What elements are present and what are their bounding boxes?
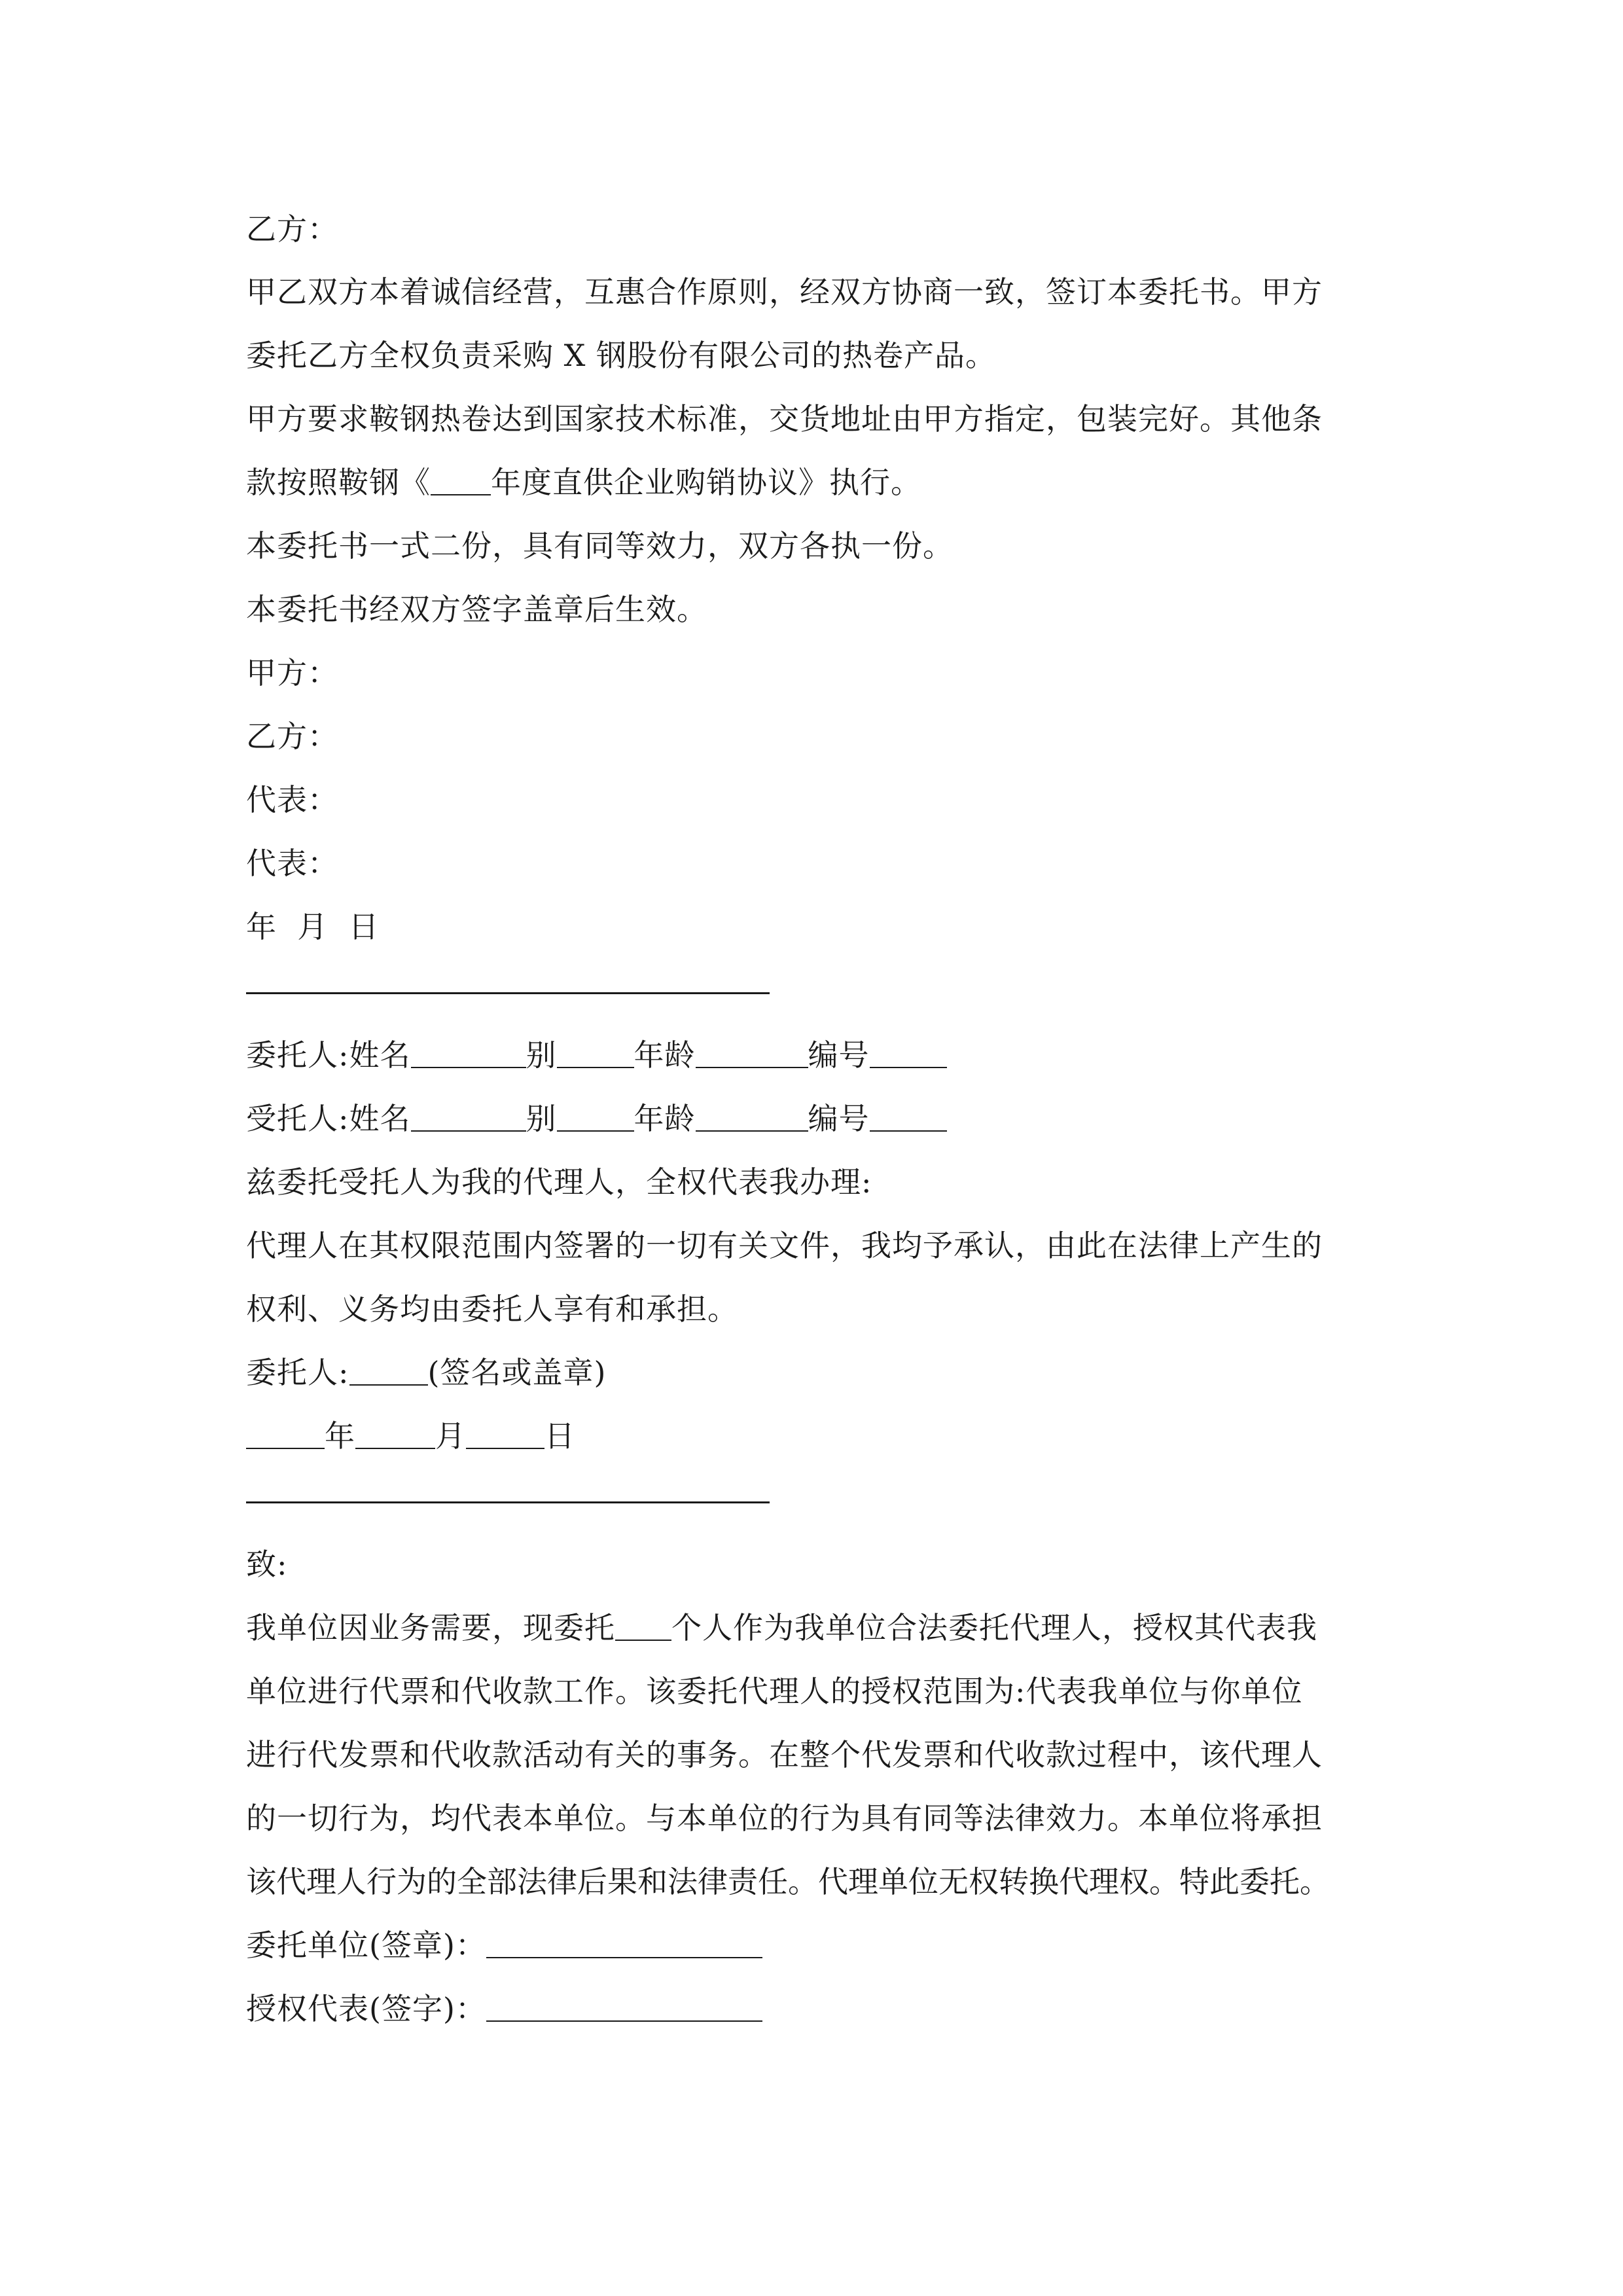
authorization-body-line-2: 权利、义务均由委托人享有和承担。 [246, 1291, 738, 1327]
principal-row [246, 1035, 947, 1075]
agent-number-label: 编号 [808, 1101, 870, 1136]
date-year-label: 年 [325, 1418, 355, 1454]
paragraph-4: 本委托书经双方签字盖章后生效。 [246, 592, 707, 627]
paragraph-2-line-1: 甲方要求鞍钢热卷达到国家技术标准，交货地址由甲方指定，包装完好。其他条 [246, 401, 1323, 437]
paragraph-2-line-2 [246, 463, 921, 502]
sign-party-b: 乙方： [246, 719, 338, 754]
party-b-heading: 乙方： [246, 211, 338, 247]
representative-signature-line [246, 1989, 762, 2028]
principal-signature-line [246, 1353, 606, 1392]
sign-party-a: 甲方： [246, 655, 338, 691]
divider-1 [246, 992, 770, 994]
agent-gender-blank [557, 1104, 634, 1132]
date-month-label: 月 [435, 1418, 466, 1454]
principal-gender-blank [557, 1041, 634, 1068]
addressee: 致: [246, 1547, 288, 1582]
representative-signature-blank [486, 1994, 762, 2022]
paragraph-1-line-1: 甲乙双方本着诚信经营，互惠合作原则，经双方协商一致，签订本委托书。甲方 [246, 274, 1323, 310]
letter-line-1-suffix: 个人作为我单位合法委托代理人，授权其代表我 [671, 1610, 1317, 1645]
principal-number-label: 编号 [808, 1037, 870, 1073]
principal-signature-blank [349, 1358, 428, 1386]
agreement-suffix: 年度直供企业购销协议》执行。 [491, 465, 921, 500]
agreement-prefix: 款按照鞍钢《 [246, 465, 431, 500]
letter-line-1 [246, 1608, 1317, 1647]
year-blank [431, 468, 491, 495]
representative-1: 代表： [246, 782, 338, 817]
agent-age-blank [696, 1104, 808, 1132]
agent-age-label: 年龄 [633, 1101, 696, 1136]
representative-2: 代表： [246, 846, 338, 881]
delegate-name-blank [615, 1613, 671, 1641]
letter-line-5: 该代理人行为的全部法律后果和法律责任。代理单位无权转换代理权。特此委托。 [246, 1864, 1330, 1899]
representative-signature-label: 授权代表(签字)： [246, 1991, 486, 2026]
unit-signature-line [246, 1926, 762, 1965]
principal-age-blank [696, 1041, 808, 1068]
principal-gender-label: 别 [526, 1037, 557, 1073]
principal-signature-label: 委托人: [246, 1355, 349, 1390]
authorization-statement: 兹委托受托人为我的代理人，全权代表我办理: [246, 1164, 872, 1200]
agent-name-label: 受托人:姓名 [246, 1101, 411, 1136]
date-day-label: 日 [544, 1418, 575, 1454]
letter-line-3: 进行代发票和代收款活动有关的事务。在整个代发票和代收款过程中，该代理人 [246, 1737, 1323, 1772]
principal-number-blank [870, 1041, 947, 1068]
paragraph-1-line-2: 委托乙方全权负责采购 X 钢股份有限公司的热卷产品。 [246, 338, 996, 373]
unit-signature-label: 委托单位(签章)： [246, 1928, 486, 1963]
signature-date-line [246, 1416, 575, 1456]
agent-number-blank [870, 1104, 947, 1132]
principal-name-blank [411, 1041, 526, 1068]
letter-line-4: 的一切行为，均代表本单位。与本单位的行为具有同等法律效力。本单位将承担 [246, 1801, 1323, 1836]
date-day-blank [466, 1422, 544, 1449]
letter-line-1-prefix: 我单位因业务需要，现委托 [246, 1610, 615, 1645]
principal-name-label: 委托人:姓名 [246, 1037, 411, 1073]
date-year-blank [246, 1422, 325, 1449]
agent-row [246, 1099, 947, 1138]
agent-name-blank [411, 1104, 526, 1132]
date-line: 年 月 日 [246, 909, 380, 944]
agent-gender-label: 别 [526, 1101, 557, 1136]
principal-age-label: 年龄 [633, 1037, 696, 1073]
authorization-body-line-1: 代理人在其权限范围内签署的一切有关文件，我均予承认，由此在法律上产生的 [246, 1228, 1323, 1263]
date-month-blank [355, 1422, 435, 1449]
letter-line-2: 单位进行代票和代收款工作。该委托代理人的授权范围为:代表我单位与你单位 [246, 1674, 1303, 1709]
unit-signature-blank [486, 1931, 762, 1958]
principal-signature-note: (签名或盖章) [427, 1355, 607, 1390]
divider-2 [246, 1501, 770, 1503]
paragraph-3: 本委托书一式二份，具有同等效力，双方各执一份。 [246, 528, 954, 564]
